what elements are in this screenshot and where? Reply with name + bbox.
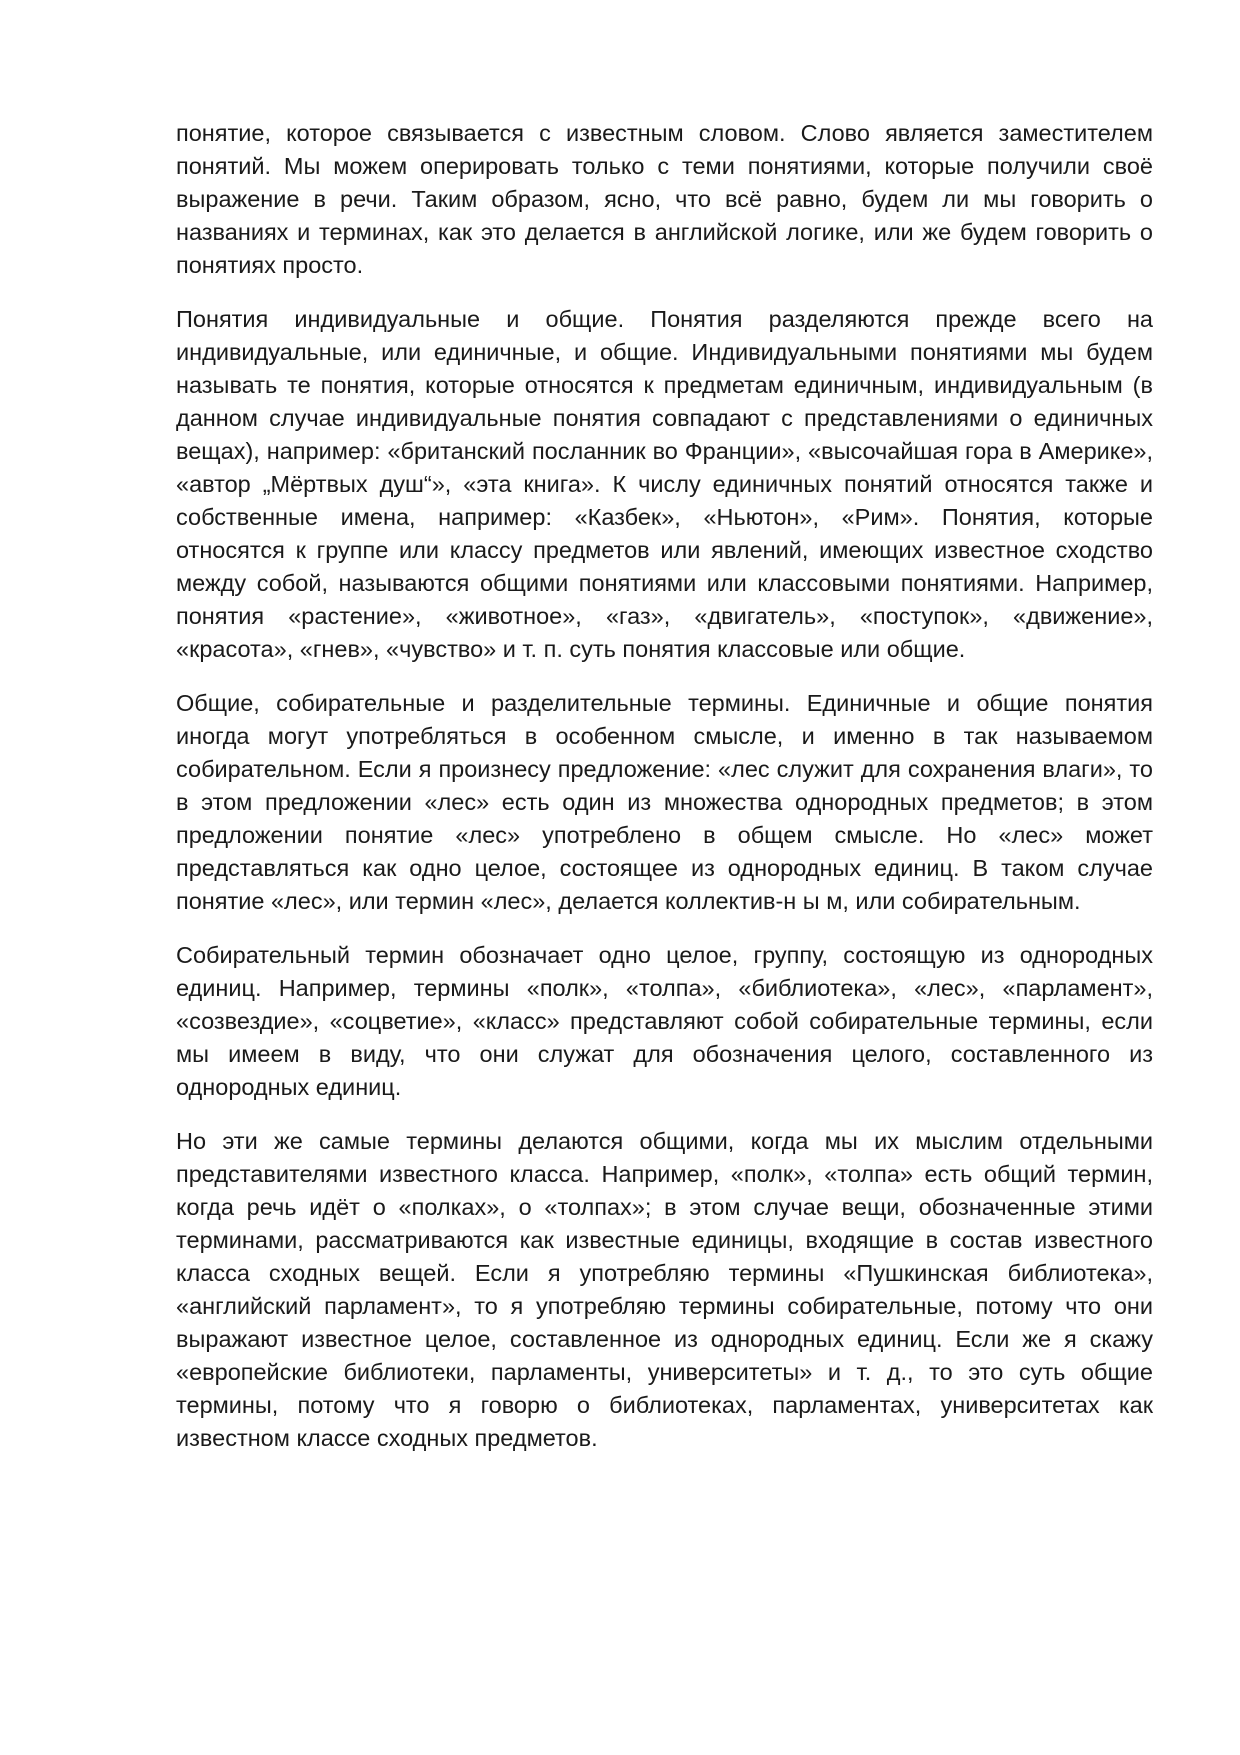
paragraph-general-terms: Но эти же самые термины делаются общими, когда мы их мыслим отдельными представителями известного класса. Например, «полк», «толпа» есть общий термин, когда речь идёт о «полках», о «толпах»; в этом случае вещи, обозначенные этими терминами, рассматриваются как известные единицы, входящие в состав известного класса сходных вещей. Если я употребляю термины «Пушкинская библиотека», «английский парламент», то я употребляю термины собирательные, потому что они выражают известное целое, составленное из однородных единиц. Если же я скажу «европейские библиотеки, парламенты, университеты» и т. д., то это суть общие термины, потому что я говорю о библиотеках, парламентах, университетах как известном классе сходных предметов. (176, 1128, 1153, 1451)
paragraph-concept-word: понятие, которое связывается с известным словом. Слово является заместителем понятий. Мы можем оперировать только с теми понятиями, которые получили своё выражение в речи. Таким образом, ясно, что всё равно, будем ли мы говорить о названиях и терминах, как это делается в английской логике, или же будем говорить о понятиях просто. (176, 120, 1153, 278)
paragraph-collective-terms: Общие, собирательные и разделительные термины. Единичные и общие понятия иногда могут употребляться в особенном смысле, и именно в так называемом собирательном. Если я произнесу предложение: «лес служит для сохранения влаги», то в этом предложении «лес» есть один из множества однородных предметов; в этом предложении понятие «лес» употреблено в общем смысле. Но «лес» может представляться как одно целое, состоящее из однородных единиц. В таком случае понятие «лес», или термин «лес», делается коллектив-н ы м, или собирательным. (176, 690, 1153, 914)
document-body (176, 117, 1153, 1455)
paragraph-individual-general: Понятия индивидуальные и общие. Понятия разделяются прежде всего на индивидуальные, или единичные, и общие. Индивидуальными понятиями мы будем называть те понятия, которые относятся к предметам единичным, индивидуальным (в данном случае индивидуальные понятия совпадают с представлениями о единичных вещах), например: «британский посланник во Франции», «высочайшая гора в Америке», «автор „Мёртвых душ“», «эта книга». К числу единичных понятий относятся также и собственные имена, например: «Казбек», «Ньютон», «Рим». Понятия, которые относятся к группе или классу предметов или явлений, имеющих известное сходство между собой, называются общими понятиями или классовыми понятиями. Например, понятия «растение», «животное», «газ», «двигатель», «поступок», «движение», «красота», «гнев», «чувство» и т. п. суть понятия классовые или общие. (176, 306, 1153, 662)
paragraph-collective-definition: Собирательный термин обозначает одно целое, группу, состоящую из однородных единиц. Например, термины «полк», «толпа», «библиотека», «лес», «парламент», «созвездие», «соцветие», «класс» представляют собой собирательные термины, если мы имеем в виду, что они служат для обозначения целого, составленного из однородных единиц. (176, 942, 1153, 1100)
